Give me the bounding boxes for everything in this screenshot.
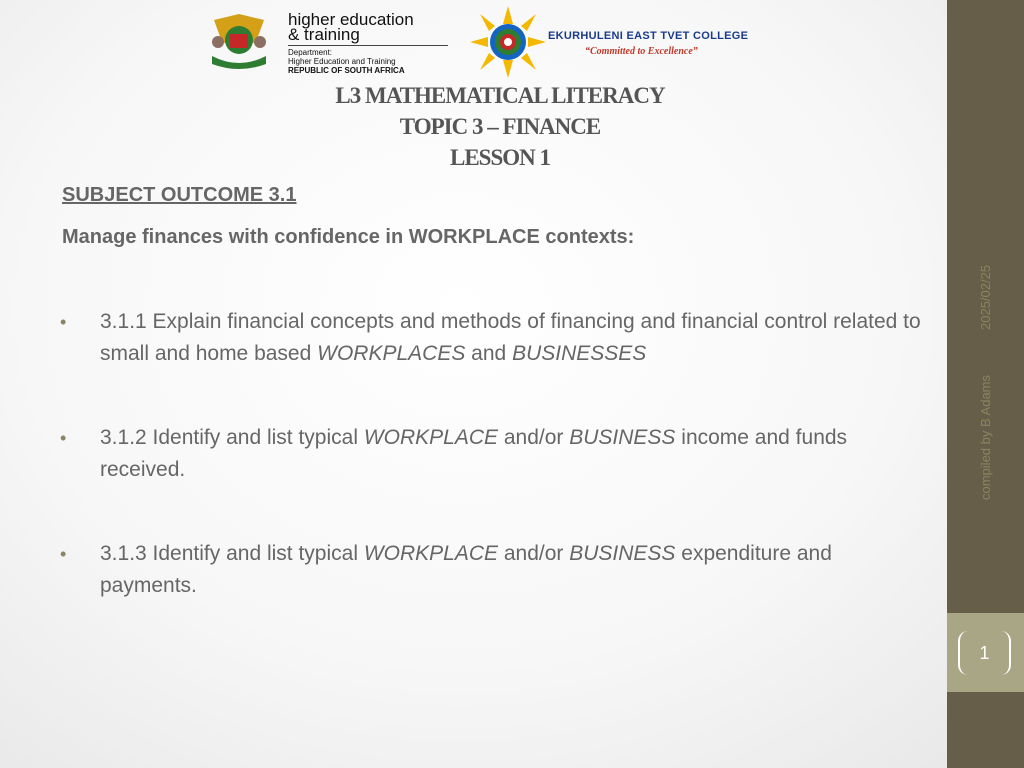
college-sun-logo [468, 6, 548, 78]
title-line-3: LESSON 1 [449, 145, 550, 170]
het-line2: & training [288, 25, 360, 44]
het-line1: higher education [288, 10, 414, 29]
bullet-dot-icon: • [60, 428, 67, 448]
bullet-dot-icon: • [60, 312, 67, 332]
sidebar-date-text: 2025/02/25 [978, 264, 993, 330]
bullet-text: 3.1.3 Identify and list typical [100, 542, 364, 565]
het-dept: Department: [288, 48, 333, 57]
bullet-item [62, 422, 932, 486]
college-name: EKURHULENI EAST TVET COLLEGE [548, 30, 749, 42]
slide-title [240, 80, 760, 173]
het-dept-name: Higher Education and Training [288, 57, 396, 66]
higher-education-logo-text [288, 12, 458, 75]
subject-outcome-heading: SUBJECT OUTCOME 3.1 [62, 184, 297, 206]
bullet-text: 3.1.1 Explain financial concepts and methods of financing and financial control related to small and home based [100, 310, 921, 365]
bullet-text: 3.1.2 Identify and list typical [100, 426, 364, 449]
het-divider [288, 45, 448, 46]
bullet-emphasis: BUSINESSES [512, 342, 647, 365]
bullet-text: income and funds received. [100, 426, 848, 481]
coat-of-arms-logo [204, 12, 274, 72]
bullet-text: expenditure and payments. [100, 542, 832, 597]
slide-number-panel [947, 613, 1024, 692]
bullet-emphasis: BUSINESS [569, 426, 676, 449]
het-country: REPUBLIC OF SOUTH AFRICA [288, 66, 405, 75]
bullet-item [62, 306, 932, 370]
title-line-1: L3 MATHEMATICAL LITERACY [335, 83, 665, 108]
slide-number: 1 [958, 631, 1011, 675]
bullet-text: and/or [498, 542, 570, 565]
header-logos [200, 6, 780, 78]
bullet-dot-icon: • [60, 544, 67, 564]
outcome-bullet-list [62, 306, 932, 654]
subject-outcome-description: Manage finances with confidence in WORKPLACE contexts: [62, 226, 635, 248]
bullet-text: and/or [498, 426, 570, 449]
bullet-emphasis: WORKPLACES [317, 342, 466, 365]
bullet-emphasis: BUSINESS [569, 542, 676, 565]
bullet-item [62, 538, 932, 602]
college-motto: “Committed to Excellence” [585, 46, 698, 57]
title-line-2: TOPIC 3 – FINANCE [399, 114, 601, 139]
bullet-emphasis: WORKPLACE [363, 426, 499, 449]
bullet-emphasis: WORKPLACE [363, 542, 499, 565]
bullet-text: and [465, 342, 513, 365]
sidebar-author: compiled by B Adams [978, 374, 993, 500]
